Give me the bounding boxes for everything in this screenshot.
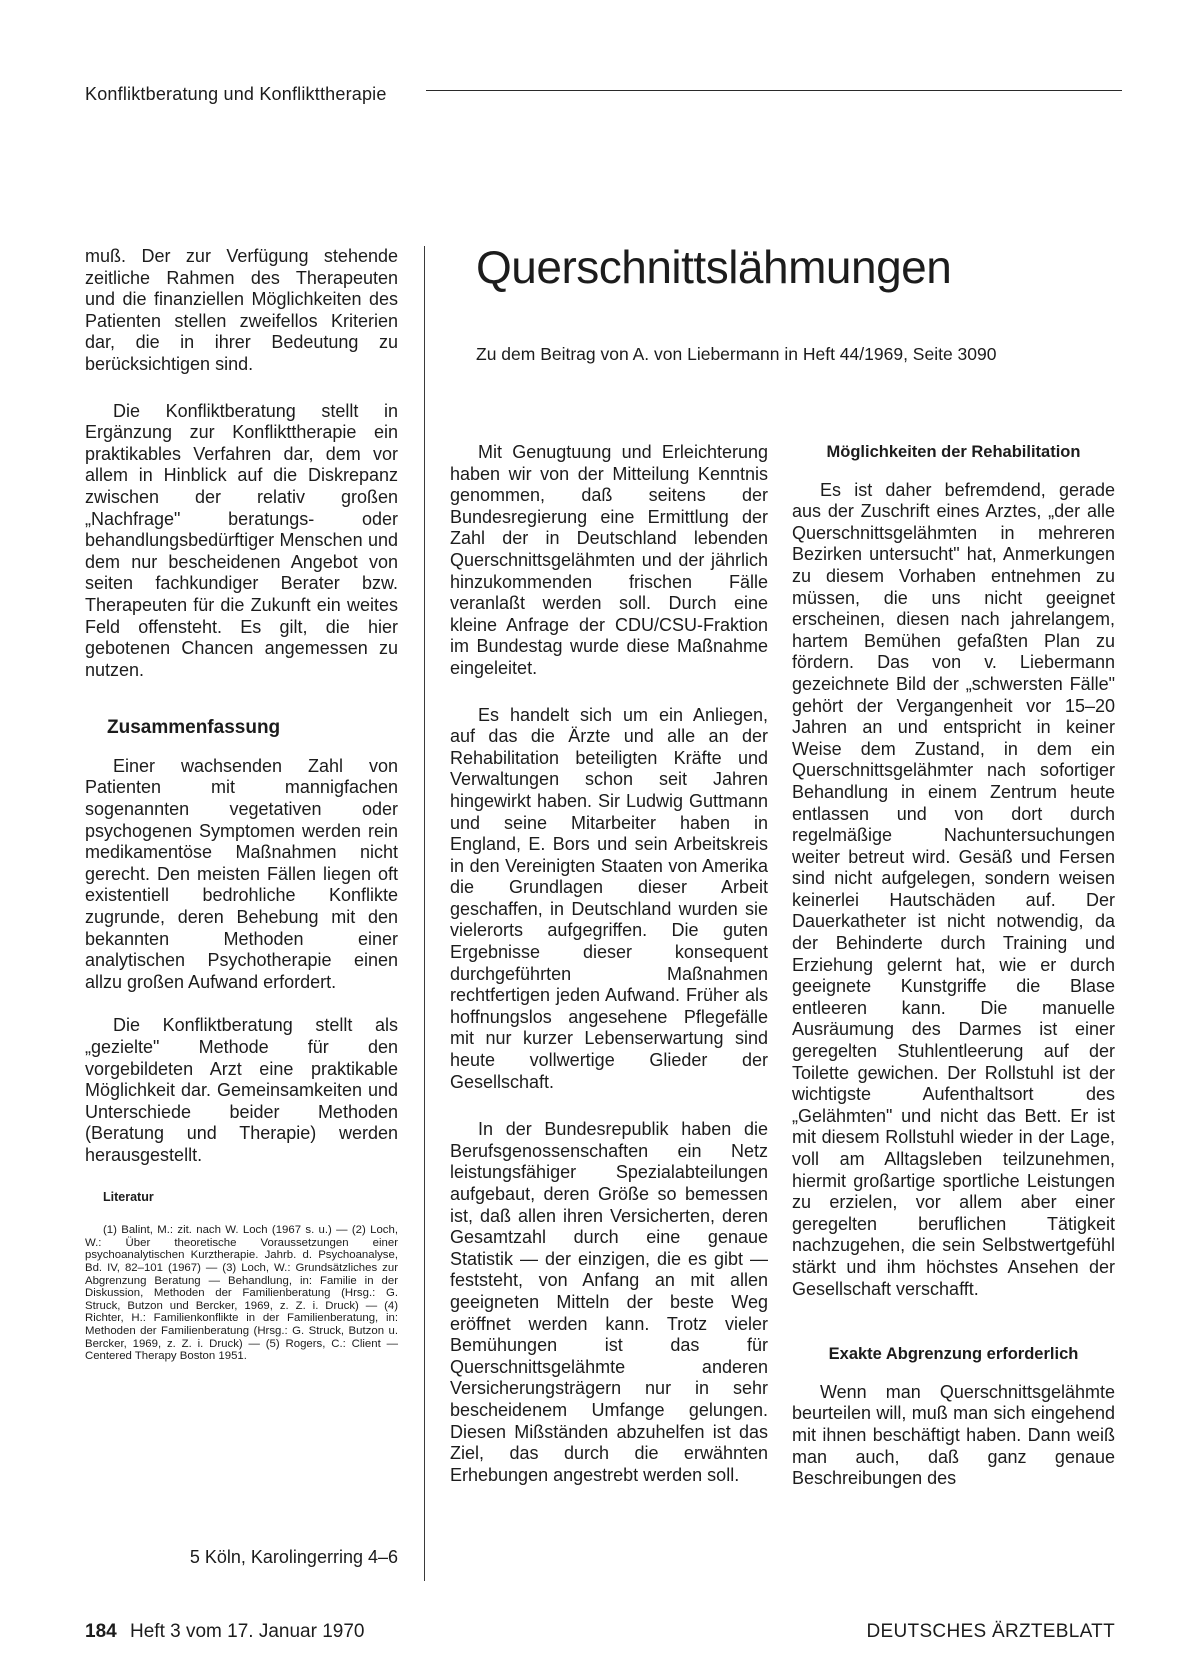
summary-paragraph-1: Einer wachsenden Zahl von Patienten mit mannigfachen sogenannten vegetativen oder psychogenen Symptomen werden rein medikamentöse Maßnahmen nicht gerecht. Den meisten Fällen liegen oft existentiell bedrohliche Konflikte zugrunde, deren Behebung mit den bekannten Methoden einer analytischen Psychotherapie einen allzu großen Aufwand erfordert. [85, 755, 398, 992]
left-paragraph-2: Die Konfliktberatung stellt in Ergänzung zur Konflikttherapie ein praktikables Verfahren dar, dem vor allem in Hinblick auf die Diskrepanz zwischen der relativ großen „Nachfrage" beratungs- oder behandlungsbedürftiger Menschen und dem nur bescheidenen Angebot von seiten fachkundiger Berater bzw. Therapeuten für die Zukunft ein weites Feld offensteht. Es gilt, die hier gebotenen Chancen angemessen zu nutzen. [85, 400, 398, 680]
issue-label: Heft 3 vom 17. Januar 1970 [130, 1621, 365, 1642]
running-head: Konfliktberatung und Konflikttherapie [85, 84, 387, 104]
right-paragraph-1: Es ist daher befremdend, gerade aus der Zuschrift eines Arztes, „der alle Querschnittsgelähmten in mehreren Bezirken untersucht" hat, Anmerkungen zu diesem Vorhaben entnehmen zu müssen, die uns nicht geeignet erscheinen, diesen nach jahrelangem, hartem Bemühen gefaßten Plan zu fördern. Das von v. Liebermann gezeichnete Bild der „schwersten Fälle" gehört der Vergangenheit vor 15–20 Jahren an und entspricht in keiner Weise dem Zustand, in dem ein Querschnittsgelähmter nach sofortiger Behandlung in einem Zentrum heute entlassen und von dort durch regelmäßige Nachuntersuchungen weiter betreut wird. Gesäß und Fersen sind nicht aufgelegen, sondern weisen keinerlei Hautschäden auf. Der Dauerkatheter ist nicht notwendig, da der Behinderte durch Training und Erziehung gelernt hat, wie er durch geeignete Kunstgriffe die Blase entleeren kann. Die manuelle Ausräumung des Darmes ist einer geregelten Stuhlentleerung auf der Toilette gewichen. Der Rollstuhl ist der wichtigste Aufenthaltsort des „Gelähmten" und nicht das Bett. Er ist mit diesem Rollstuhl wieder in der Lage, voll am Alltagsleben teilzunehmen, hiermit großartige sportliche Leistungen zu erzielen, vor allem aber einer geregelten beruflichen Tätigkeit nachzugehen, die sein Selbstwertgefühl stärkt und ihm höchstes Ansehen der Gesellschaft verschafft. [792, 479, 1115, 1299]
summary-paragraph-2: Die Konfliktberatung stellt als „gezielte" Methode für den vorgebildeten Arzt eine praktikable Möglichkeit dar. Gemeinsamkeiten und Unterschiede beider Methoden (Beratung und Therapie) werden herausgestellt. [85, 1015, 398, 1165]
left-column [85, 246, 398, 1363]
article-subtitle: Zu dem Beitrag von A. von Liebermann in Heft 44/1969, Seite 3090 [476, 344, 997, 364]
literature-heading: Literatur [103, 1189, 154, 1204]
right-paragraph-2: Wenn man Querschnittsgelähmte beurteilen will, muß man sich eingehend mit ihnen beschäftigt haben. Dann weiß man auch, daß ganz genaue Beschreibungen des [792, 1381, 1115, 1489]
delimitation-heading: Exakte Abgrenzung erforderlich [828, 1345, 1079, 1364]
middle-paragraph-2: Es handelt sich um ein Anliegen, auf das die Ärzte und alle an der Rehabilitation beteiligten Kräfte und Verwaltungen schon seit Jahren hingewirkt haben. Sir Ludwig Guttmann und seine Mitarbeiter haben in England, E. Bors und sein Arbeitskreis in den Vereinigten Staaten von Amerika die Grundlagen dieser Arbeit geschaffen, in Deutschland wurden sie vielerorts aufgegriffen. Die guten Ergebnisse dieser konsequent durchgeführten Maßnahmen rechtfertigen jeden Aufwand. Früher als hoffnungslos angesehene Pflegefälle mit nur kurzer Lebenserwartung sind heute vollwertige Glieder der Gesellschaft. [450, 704, 768, 1092]
middle-column [450, 442, 768, 1486]
literature-list: (1) Balint, M.: zit. nach W. Loch (1967 s. u.) — (2) Loch, W.: Über theoretische Voraussetzungen einer psychoanalytischen Kurztherapie. Jahrb. d. Psychoanalyse, Bd. IV, 82–101 (1967) — (3) Loch, W.: Grundsätzliches zur Abgrenzung Beratung — Behandlung, in: Familie in der Diskussion, Methoden der Familienberatung (Hrsg.: G. Struck, Butzon und Bercker, 1969, z. Z. i. Druck) — (4) Richter, H.: Familienkonflikte in der Familienberatung, in: Methoden der Familienberatung (Hrsg.: G. Struck, Butzon u. Bercker, 1969, z. Z. i. Druck) — (5) Rogers, C.: Client — Centered Therapy Boston 1951. [85, 1224, 398, 1363]
right-column [792, 442, 1115, 1490]
left-paragraph-1: muß. Der zur Verfügung stehende zeitliche Rahmen des Therapeuten und die finanziellen Möglichkeiten des Patienten stellen zweifellos Kriterien dar, die in ihrer Bedeutung zu berücksichtigen sind. [85, 246, 398, 374]
author-address: 5 Köln, Karolingerring 4–6 [189, 1547, 398, 1567]
page-number: 184 [85, 1621, 117, 1642]
header-rule [426, 90, 1122, 91]
middle-paragraph-1: Mit Genugtuung und Erleichterung haben wir von der Mitteilung Kenntnis genommen, daß seitens der Bundesregierung eine Ermittlung der Zahl der in Deutschland lebenden Querschnittsgelähmten und der jährlich hinzukommenden frischen Fälle veranlaßt werden soll. Durch eine kleine Anfrage der CDU/CSU-Fraktion im Bundestag wurde diese Maßnahme eingeleitet. [450, 442, 768, 678]
middle-paragraph-3: In der Bundesrepublik haben die Berufsgenossenschaften ein Netz leistungsfähiger Spezialabteilungen aufgebaut, deren Größe so bemessen ist, daß allen ihren Versicherten, deren Gesamtzahl durch eine genaue Statistik — der einzigen, die es gibt — feststeht, von Anfang an mit allen geeigneten Mitteln der beste Weg eröffnet werden kann. Trotz vieler Bemühungen ist das für Querschnittsgelähmte anderen Versicherungsträgern nur in sehr bescheidenem Umfange gelungen. Diesen Mißständen abzuhelfen ist das Ziel, das durch die erwähnten Erhebungen angestrebt werden soll. [450, 1119, 768, 1485]
article-title: Querschnittslähmungen [476, 241, 952, 293]
column-divider [424, 246, 425, 1581]
summary-heading: Zusammenfassung [107, 717, 281, 739]
rehabilitation-heading: Möglichkeiten der Rehabilitation [826, 443, 1081, 461]
journal-name: DEUTSCHES ÄRZTEBLATT [866, 1621, 1115, 1642]
